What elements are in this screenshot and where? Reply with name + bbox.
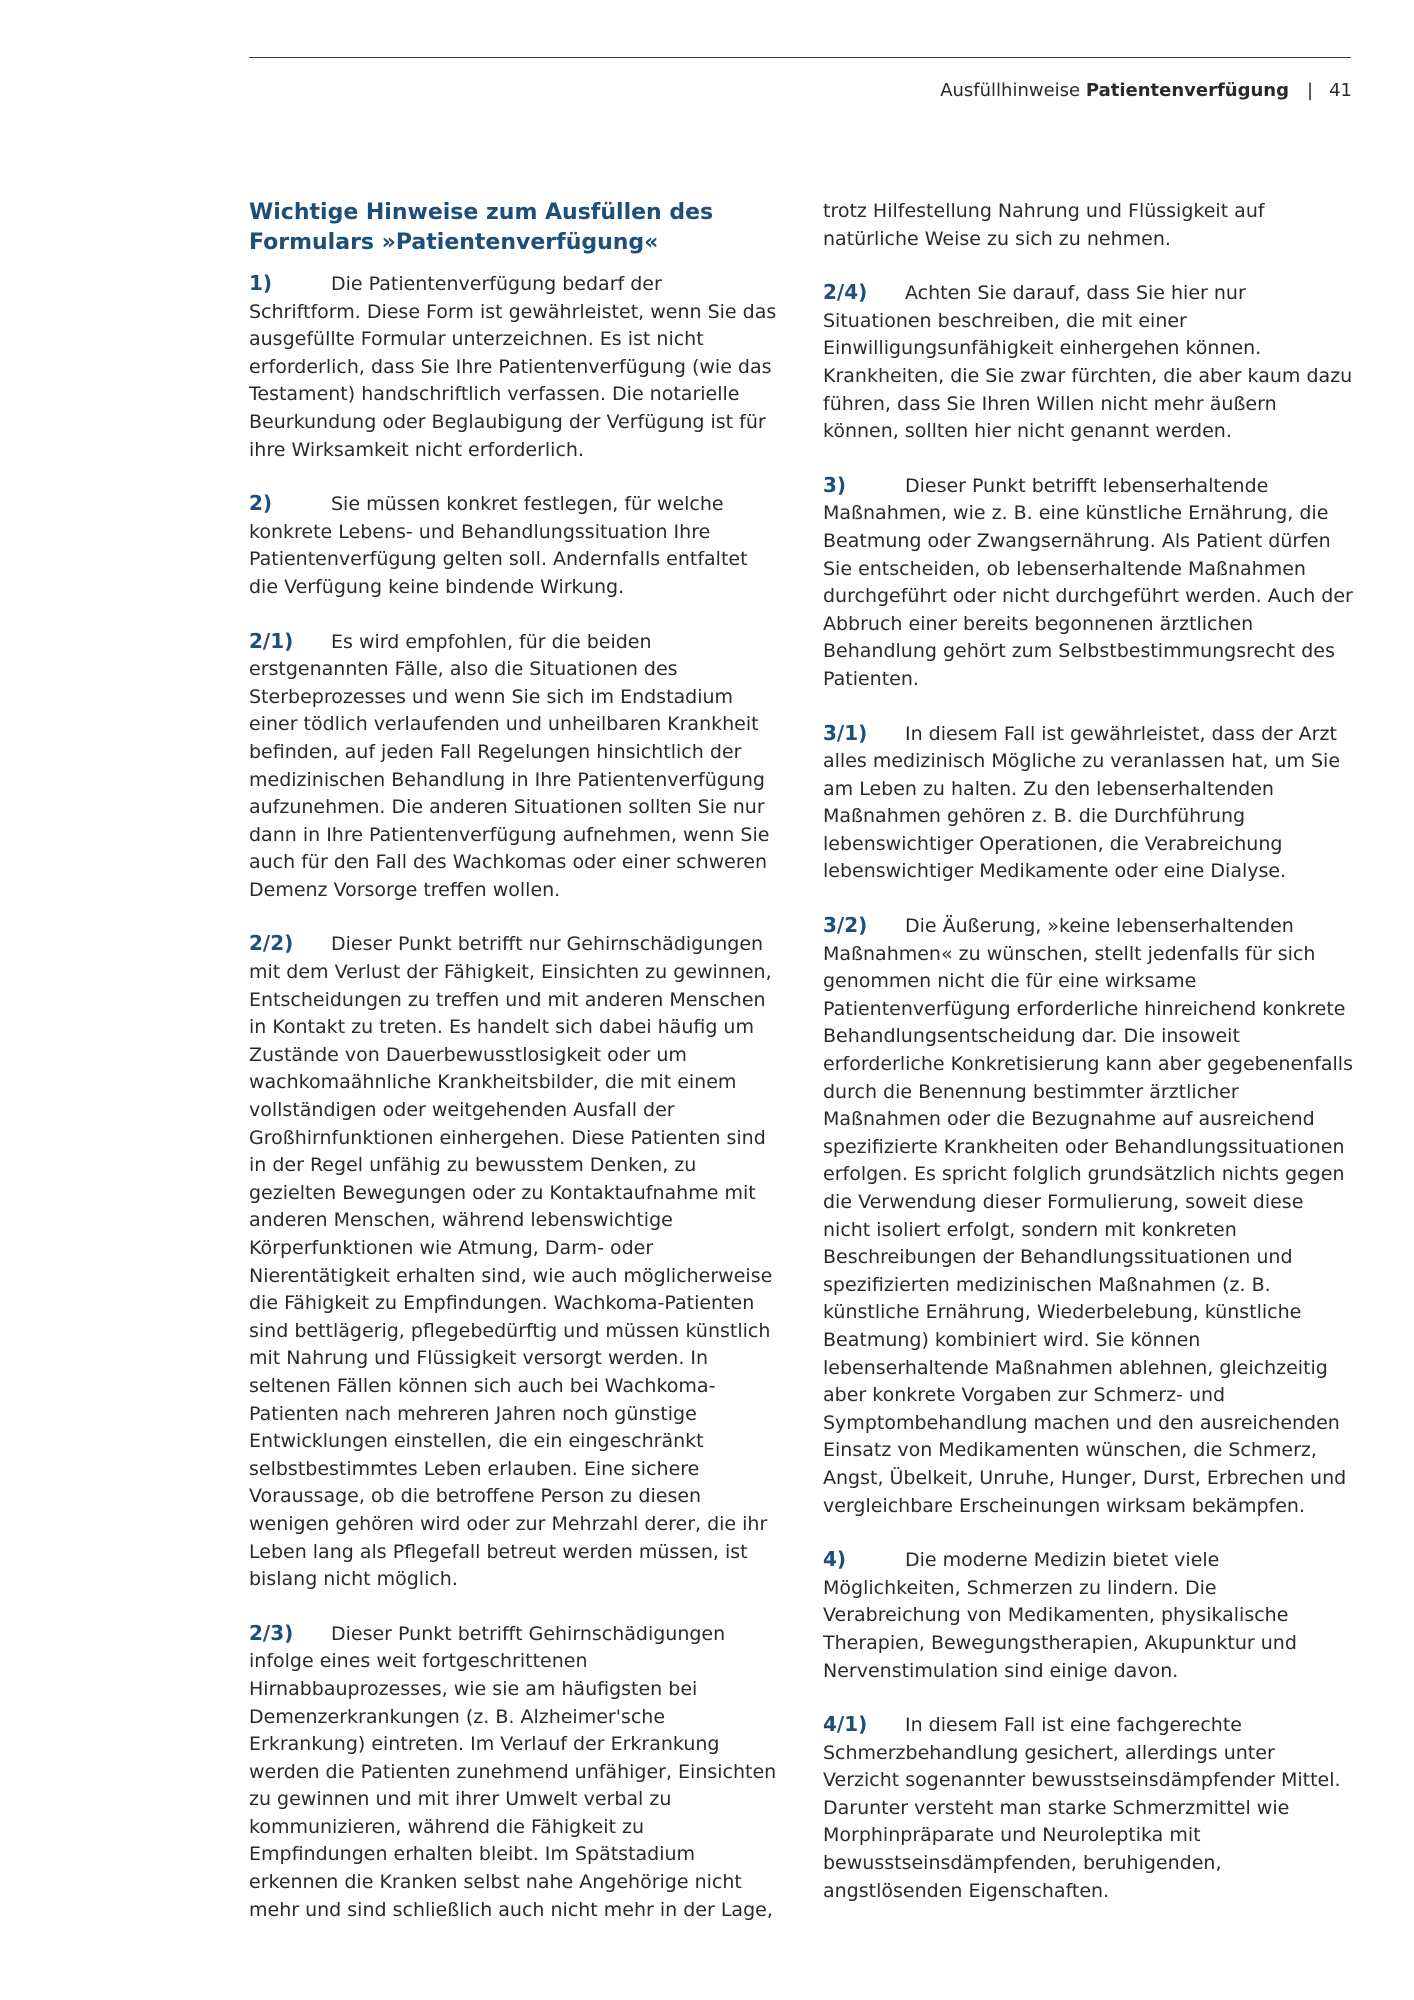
note-2 [249,490,779,601]
note-text: In diesem Fall ist gewährleistet, dass der Arzt alles medizinisch Mögliche zu veranlassen hat, um Sie am Leben zu halten. Zu den lebenserhaltenden Maßnahmen gehören z. B. die Durchführung lebenswichtiger Operationen, die Verabreichung lebenswichtiger Medikamente oder eine Dialyse. [823,722,1341,883]
note-text: Dieser Punkt betrifft lebenserhaltende Maßnahmen, wie z. B. eine künstliche Ernährung, die Beatmung oder Zwangsernährung. Als Patient dürfen Sie entscheiden, ob lebenserhaltende Maßnahmen durchgeführt oder nicht durchgeführt werden. Auch der Abbruch einer bereits begonnenen ärztlichen Behandlung gehört zum Selbstbestimmungsrecht des Patienten. [823,474,1353,690]
note-1 [249,270,779,464]
note-number: 3/1) [823,720,868,745]
section-heading: Wichtige Hinweise zum Ausfüllen des Formulars »Patientenverfügung« [249,200,714,255]
note-text: Dieser Punkt betrifft nur Gehirnschädigungen mit dem Verlust der Fähigkeit, Einsichten zu gewinnen, Entscheidungen zu treffen und mit anderen Menschen in Kontakt zu treten. Es handelt sich dabei häufig um Zustände von Dauerbewusstlosigkeit oder um wachkomaähnliche Krankheitsbilder, die mit einem vollständigen oder weitgehenden Ausfall der Großhirnfunktionen einhergehen. Diese Patienten sind in der Regel unfähig zu bewusstem Denken, zu gezielten Bewegungen oder zu Kontaktaufnahme mit anderen Menschen, während lebenswichtige Körperfunktionen wie Atmung, Darm- oder Nierentätigkeit erhalten sind, wie auch möglicherweise die Fähigkeit zu Empfindungen. Wachkoma-Patienten sind bettlägerig, pflegebedürftig und müssen künstlich mit Nahrung und Flüssigkeit versorgt werden. In seltenen Fällen können sich auch bei Wachkoma-Patienten nach mehreren Jahren noch günstige Entwicklungen einstellen, die ein eingeschränkt selbstbestimmtes Leben erlauben. Eine sichere Voraussage, ob die betroffene Person zu diesen wenigen gehören wird oder zur Mehrzahl derer, die ihr Leben lang als Pflegefall betreut werden müssen, ist bislang nicht möglich. [249,933,773,1591]
note-number: 3/2) [823,913,868,938]
note-3 [823,472,1353,694]
note-number: 2/4) [823,280,868,305]
continued-text: trotz Hilfestellung Nahrung und Flüssigkeit auf natürliche Weise zu sich zu nehmen. [823,200,1265,250]
header-label-bold: Patientenverfügung [1085,80,1290,101]
note-number: 1) [249,271,273,295]
note-text: Die Patientenverfügung bedarf der Schriftform. Diese Form ist gewährleistet, wenn Sie das ausgefüllte Formular unterzeichnen. Es ist nicht erforderlich, dass Sie Ihre Patientenverfügung (wie das Testament) handschriftlich verfassen. Die notarielle Beurkundung oder Beglaubigung der Verfügung ist für ihre Wirksamkeit nicht erforderlich. [249,273,777,461]
note-2-2 [249,930,779,1593]
note-number: 3) [823,472,847,497]
note-text: Die Äußerung, »keine lebenserhaltenden Maßnahmen« zu wünschen, stellt jedenfalls für sich genommen nicht die für eine wirksame Patientenverfügung erforderliche hinreichend konkrete Behandlungsentscheidung dar. Die insoweit erforderliche Konkretisierung kann aber gegebenenfalls durch die Benennung bestimmter ärztlicher Maßnahmen oder die Bezugnahme auf ausreichend spezifizierte Krankheiten oder Behandlungssituationen erfolgen. Es spricht folglich grundsätzlich nichts gegen die Verwendung dieser Formulierung, soweit diese nicht isoliert erfolgt, sondern mit konkreten Beschreibungen der Behandlungssituationen und spezifizierten medizinischen Maßnahmen (z. B. künstliche Ernährung, Wiederbelebung, künstliche Beatmung) kombiniert wird. Sie können lebenserhaltende Maßnahmen ablehnen, gleichzeitig aber konkrete Vorgaben zur Schmerz- und Symptombehandlung machen und den ausreichenden Einsatz von Medikamenten wünschen, die Schmerz, Angst, Übelkeit, Unruhe, Hunger, Durst, Erbrechen und vergleichbare Erscheinungen wirksam bekämpfen. [823,915,1353,1517]
header-rule [249,57,1351,58]
note-text: Achten Sie darauf, dass Sie hier nur Situationen beschreiben, die mit einer Einwilligungsunfähigkeit einhergehen können. Krankheiten, die Sie zwar fürchten, die aber kaum dazu führen, dass Sie Ihren Willen nicht mehr äußern können, sollten hier nicht genannt werden. [823,282,1353,443]
note-4-1 [823,1711,1353,1905]
note-number: 2/2) [249,931,294,956]
note-4 [823,1546,1353,1685]
note-number: 4) [823,1547,847,1572]
note-2-1 [249,628,779,905]
header-separator: | [1307,80,1314,101]
note-text: Es wird empfohlen, für die beiden erstgenannten Fälle, also die Situationen des Sterbeprozesses und wenn Sie sich im Endstadium einer tödlich verlaufenden und unheilbaren Krankheit befinden, auf jeden Fall Regelungen hinsichtlich der medizinischen Behandlung in Ihre Patientenverfügung aufzunehmen. Die anderen Situationen sollten Sie nur dann in Ihre Patientenverfügung aufnehmen, wenn Sie auch für den Fall des Wachkomas oder einer schweren Demenz Vorsorge treffen wollen. [249,630,770,901]
page-number: 41 [1329,80,1352,101]
note-3-2 [823,912,1353,1520]
note-2-3 [249,1620,779,1925]
note-text: Sie müssen konkret festlegen, für welche konkrete Lebens- und Behandlungssituation Ihre Patientenverfügung gelten soll. Andernfalls entfaltet die Verfügung keine bindende Wirkung. [249,493,748,598]
right-column [823,198,1353,1931]
note-number: 4/1) [823,1712,868,1737]
header-label: Ausfüllhinweise [940,80,1081,101]
note-number: 2) [249,491,273,516]
note-2-4 [823,279,1353,446]
note-number: 2/1) [249,628,294,653]
note-text: In diesem Fall ist eine fachgerechte Schmerzbehandlung gesichert, allerdings unter Verzicht sogenannter bewusstseinsdämpfender Mittel. Darunter versteht man starke Schmerzmittel wie Morphinpräparate und Neuroleptika mit bewusstseinsdämpfenden, beruhigenden, angstlösenden Eigenschaften. [823,1714,1341,1902]
note-text: Dieser Punkt betrifft Gehirnschädigungen infolge eines weit fortgeschrittenen Hirnabbauprozesses, wie sie am häufigsten bei Demenzerkrankungen (z. B. Alzheimer'sche Erkrankung) eintreten. Im Verlauf der Erkrankung werden die Patienten zunehmend unfähiger, Einsichten zu gewinnen und mit ihrer Umwelt verbal zu kommunizieren, während die Fähigkeit zu Empfindungen erhalten bleibt. Im Spätstadium erkennen die Kranken selbst nahe Angehörige nicht mehr und sind schließlich auch nicht mehr in der Lage, [249,1622,777,1921]
note-3-1 [823,720,1353,887]
running-header [940,80,1352,101]
note-number: 2/3) [249,1620,294,1645]
left-column [249,198,779,1950]
note-text: Die moderne Medizin bietet viele Möglichkeiten, Schmerzen zu lindern. Die Verabreichung von Medikamenten, physikalische Therapien, Bewegungstherapien, Akupunktur und Nervenstimulation sind einige davon. [823,1549,1297,1682]
